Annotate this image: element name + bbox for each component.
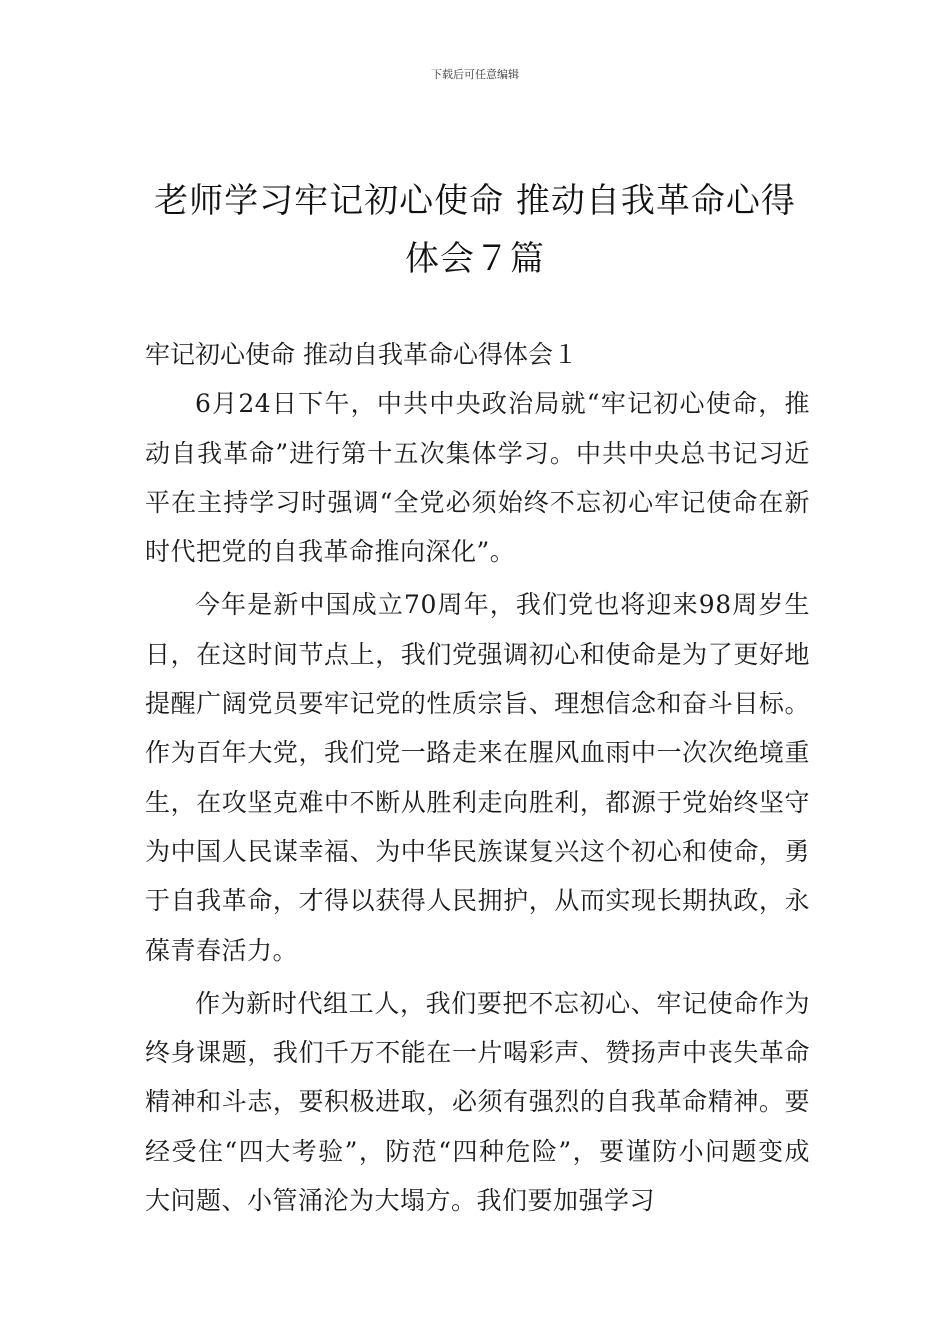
paragraph-1: 6月24日下午，中共中央政治局就“牢记初心使命，推动自我革命”进行第十五次集体学习。中共中央总书记习近平在主持学习时强调“全党必须始终不忘初心牢记使命在新时代把党的自我革命推向深化”。 bbox=[145, 389, 810, 567]
paragraph-2: 今年是新中国成立70周年，我们党也将迎来98周岁生日，在这时间节点上，我们党强调初心和使命是为了更好地提醒广阔党员要牢记党的性质宗旨、理想信念和奋斗目标。作为百年大党，我们党一路走来在腥风血雨中一次次绝境重生，在攻坚克难中不断从胜利走向胜利，都源于党始终坚守为中国人民谋幸福、为中华民族谋复兴这个初心和使命，勇于自我革命，才得以获得人民拥护，从而实现长期执政，永葆青春活力。 bbox=[145, 590, 810, 965]
document-title-line-2: 体会７篇 bbox=[405, 239, 545, 279]
paragraph-3: 作为新时代组工人，我们要把不忘初心、牢记使命作为终身课题，我们千万不能在一片喝彩声、赞扬声中丧失革命精神和斗志，要积极进取，必须有强烈的自我革命精神。要经受住“四大考验”，防范“四种危险”，要谨防小问题变成大问题、小管涌沦为大塌方。我们要加强学习 bbox=[145, 988, 810, 1216]
section-heading: 牢记初心使命 推动自我革命心得体会１ bbox=[145, 340, 578, 369]
document-body bbox=[145, 330, 810, 1225]
page-header-note: 下载后可任意编辑 bbox=[431, 68, 519, 81]
document-title bbox=[120, 172, 830, 288]
document-title-line-1: 老师学习牢记初心使命 推动自我革命心得 bbox=[154, 181, 796, 221]
